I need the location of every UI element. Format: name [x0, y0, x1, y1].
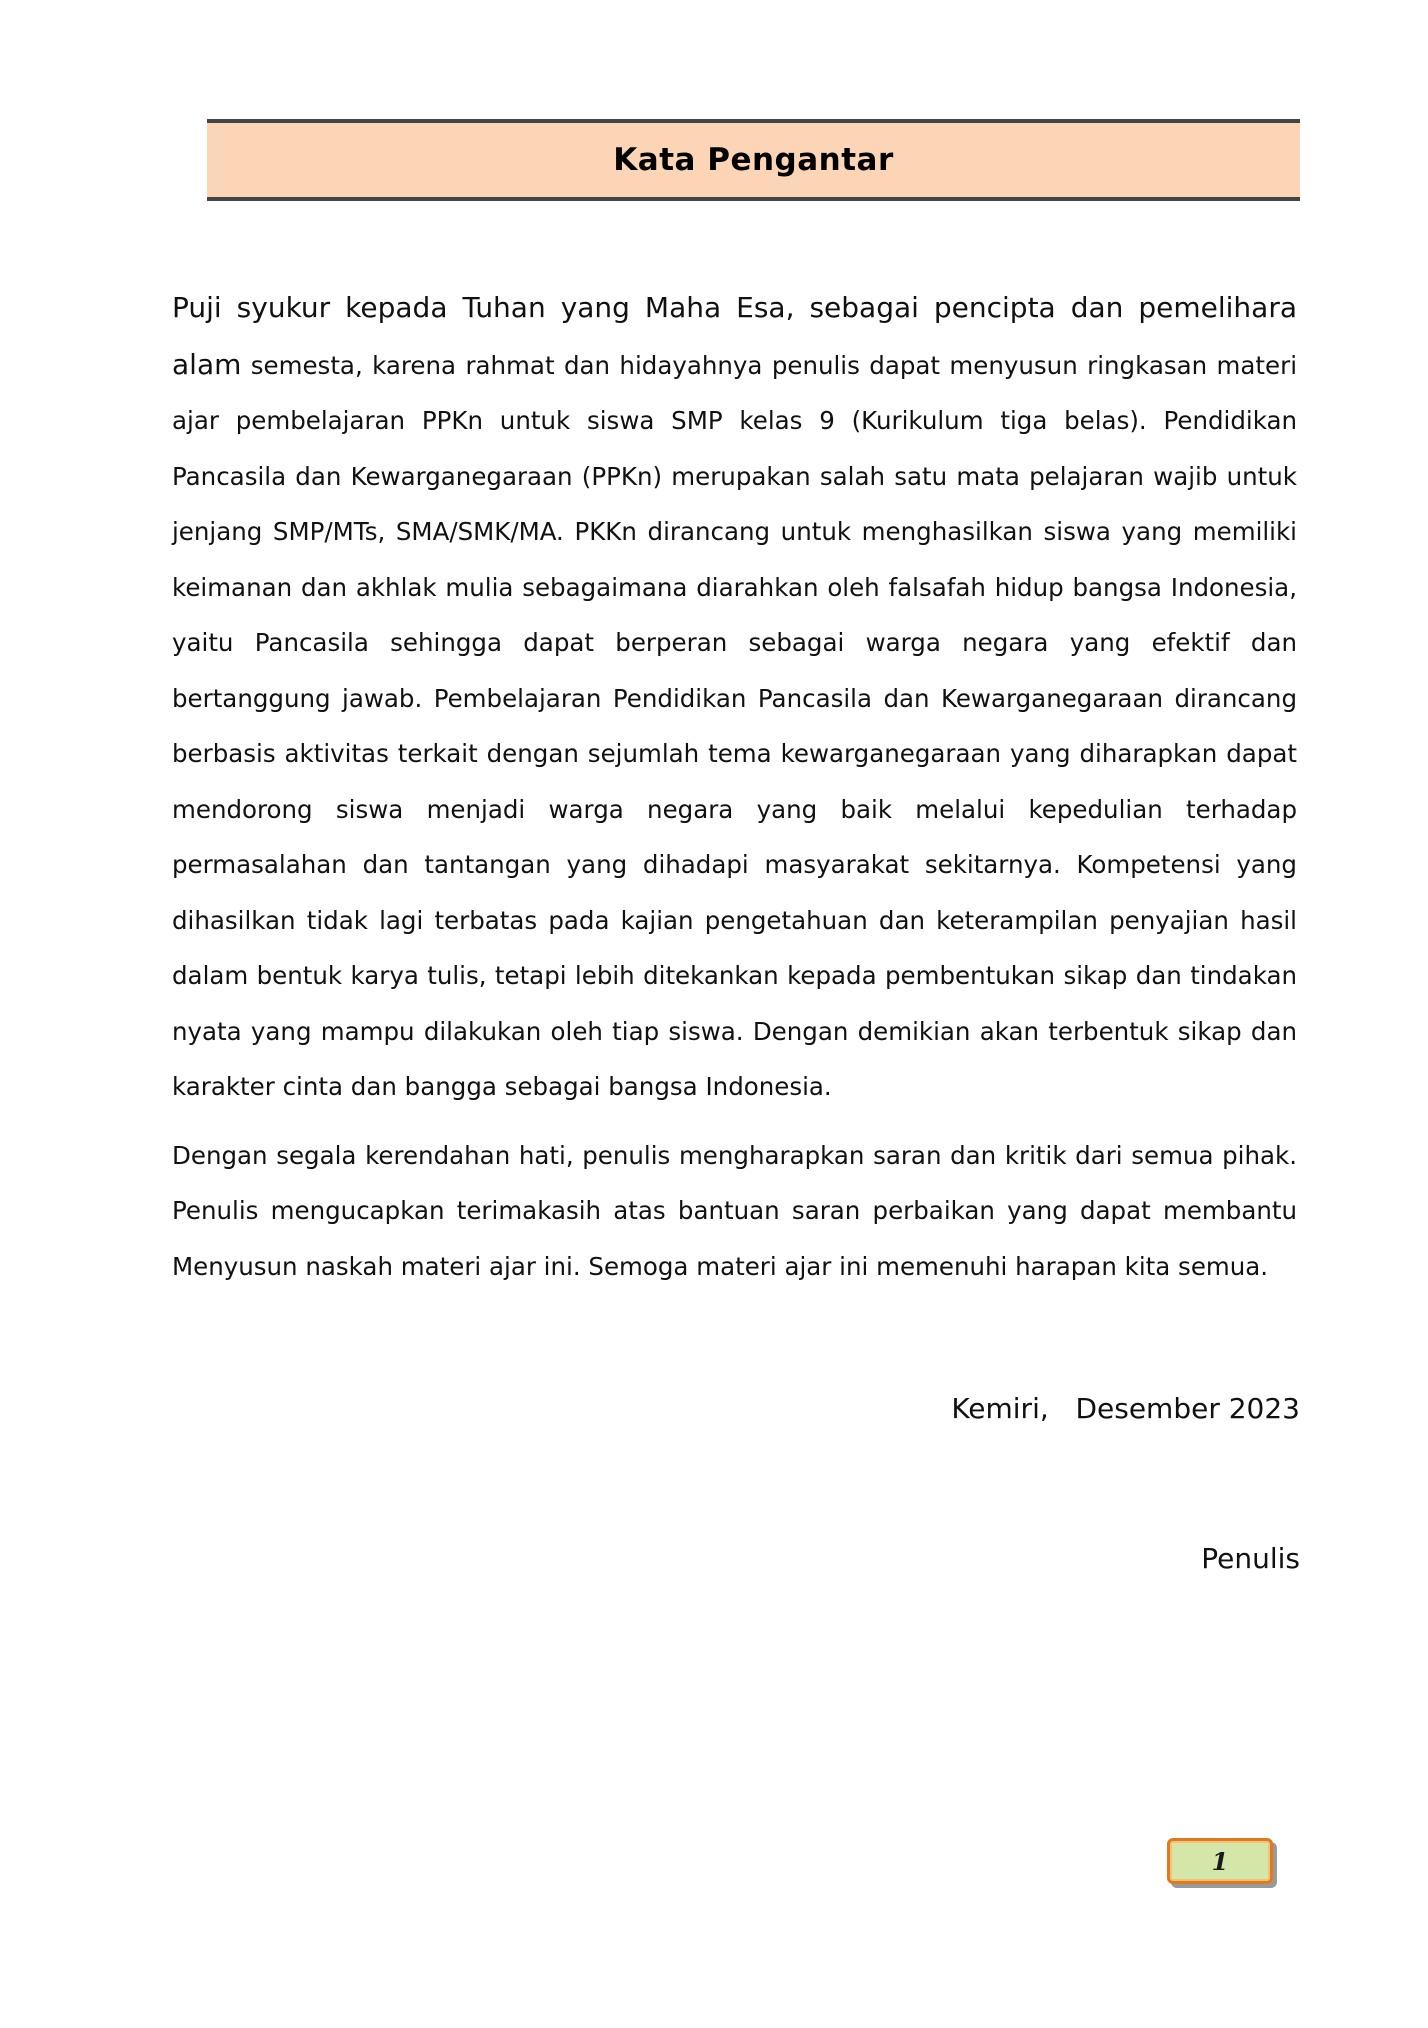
paragraph-intro-rest: semesta, karena rahmat dan hidayahnya penulis dapat menyusun ringkasan materi ajar pembelajaran PPKn untuk siswa SMP kelas 9 (Kurikulum tiga belas). Pendidikan Pancasila dan Kewarganegaraan (PPKn) merupakan salah satu mata pelajaran wajib untuk jenjang SMP/MTs, SMA/SMK/MA. PKKn dirancang untuk menghasilkan siswa yang memiliki keimanan dan akhlak mulia sebagaimana diarahkan oleh falsafah hidup bangsa Indonesia, yaitu Pancasila sehingga dapat berperan sebagai warga negara yang efektif dan bertanggung jawab. Pembelajaran Pendidikan Pancasila dan Kewarganegaraan dirancang berbasis aktivitas terkait dengan sejumlah tema kewarganegaraan yang diharapkan dapat mendorong siswa menjadi warga negara yang baik melalui kepedulian terhadap permasalahan dan tantangan yang dihadapi masyarakat sekitarnya. Kompetensi yang dihasilkan tidak lagi terbatas pada kajian pengetahuan dan keterampilan penyajian hasil dalam bentuk karya tulis, tetapi lebih ditekankan kepada pembentukan sikap dan tindakan nyata yang mampu dilakukan oleh tiap siswa. Dengan demikian akan terbentuk sikap dan karakter cinta dan bangga sebagai bangsa Indonesia.: [172, 350, 1297, 1101]
author-signature: Penulis: [1201, 1542, 1300, 1575]
paragraph-closing: Dengan segala kerendahan hati, penulis mengharapkan saran dan kritik dari semua pihak. Penulis mengucapkan terimakasih atas bantuan saran perbaikan yang dapat membantu Menyusun naskah materi ajar ini. Semoga materi ajar ini memenuhi harapan kita semua.: [172, 1140, 1297, 1281]
page-title-banner: [207, 119, 1300, 201]
paragraph-intro: [172, 280, 1297, 1115]
page-number-badge: [1167, 1838, 1273, 1884]
document-body: [172, 280, 1297, 1294]
page-title: Kata Pengantar: [613, 142, 894, 178]
paragraph-intro-lead: Puji syukur kepada Tuhan yang Maha Esa, sebagai pencipta dan pemelihara alam: [172, 291, 1297, 381]
place-date: Kemiri, Desember 2023: [951, 1392, 1300, 1425]
page-number: 1: [1211, 1846, 1229, 1876]
